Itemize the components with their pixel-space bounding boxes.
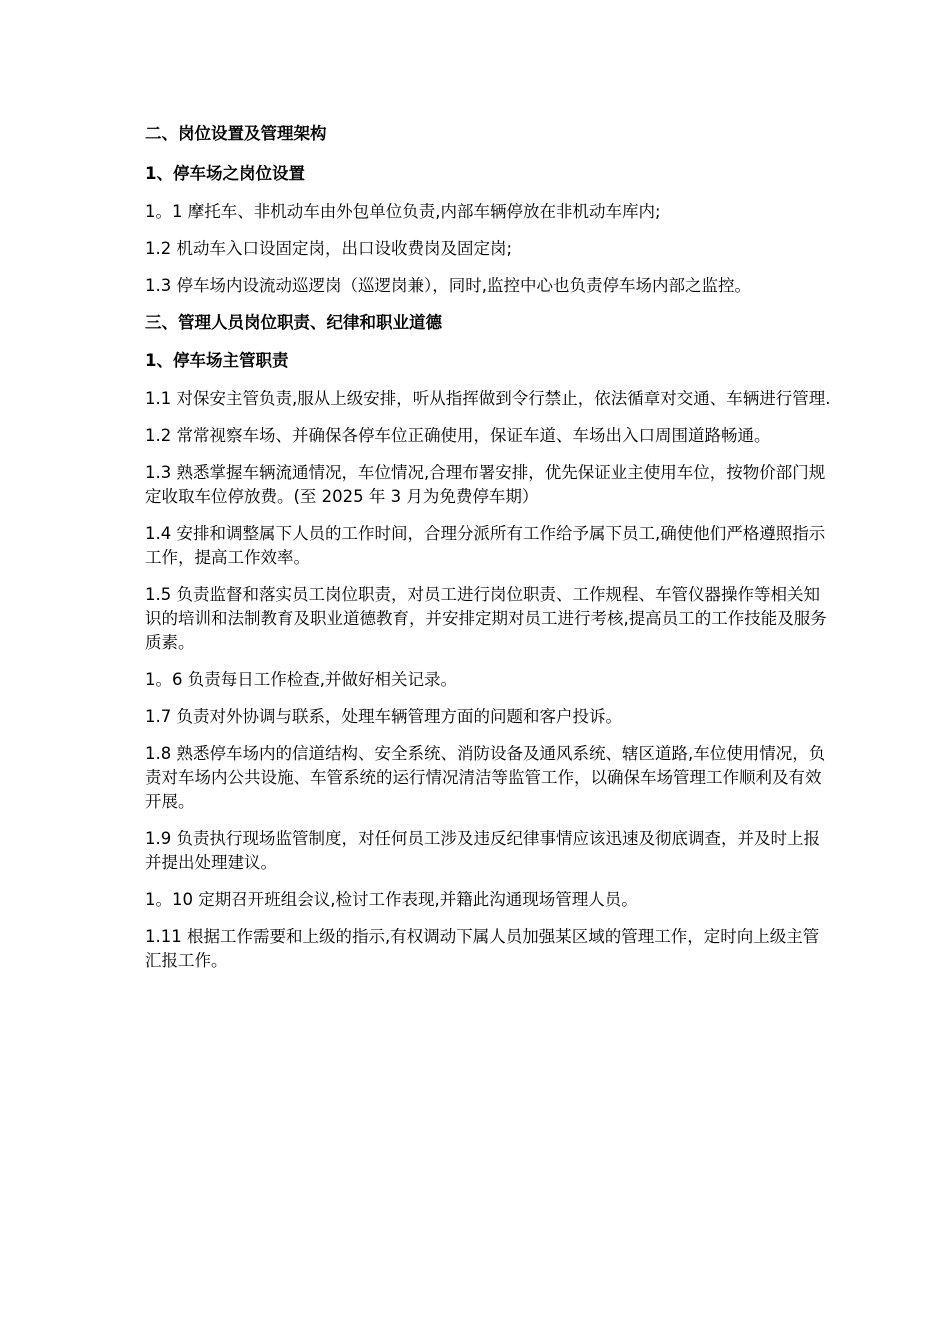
duty-1-3: 1.3 熟悉掌握车辆流通情况，车位情况,合理布署安排，优先保证业主使用车位，按物价部门规定收取车位停放费。(至 2025 年 3 月为免费停车期）	[145, 463, 826, 506]
duty-1-11: 1.11 根据工作需要和上级的指示,有权调动下属人员加强某区域的管理工作，定时向上级主管汇报工作。	[145, 927, 820, 970]
document-body	[145, 122, 835, 986]
duty-1-10: 1。10 定期召开班组会议,检讨工作表现,并籍此沟通现场管理人员。	[145, 890, 638, 909]
duty-1-9: 1.9 负责执行现场监管制度，对任何员工涉及违反纪律事情应该迅速及彻底调查，并及时上报并提出处理建议。	[145, 829, 820, 872]
paragraph-1-2: 1.2 机动车入口设固定岗，出口设收费岗及固定岗;	[145, 239, 513, 258]
duty-1-4: 1.4 安排和调整属下人员的工作时间，合理分派所有工作给予属下员工,确使他们严格遵照指示工作，提高工作效率。	[145, 524, 826, 567]
section-heading-2: 二、岗位设置及管理架构	[145, 124, 327, 143]
paragraph-1-3: 1.3 停车场内设流动巡逻岗（巡逻岗兼），同时,监控中心也负责停车场内部之监控。	[145, 276, 751, 295]
duty-1-2: 1.2 常常视察车场、并确保各停车位正确使用，保证车道、车场出入口周围道路畅通。	[145, 426, 771, 445]
paragraph-1-1: 1。1 摩托车、非机动车由外包单位负责,内部车辆停放在非机动车库内;	[145, 202, 661, 221]
subsection-heading-supervisor-duties: 1、停车场主管职责	[145, 351, 289, 370]
duty-1-7: 1.7 负责对外协调与联系，处理车辆管理方面的问题和客户投诉。	[145, 707, 622, 726]
duty-1-5: 1.5 负责监督和落实员工岗位职责，对员工进行岗位职责、工作规程、车管仪器操作等相关知识的培训和法制教育及职业道德教育，并安排定期对员工进行考核,提高员工的工作技能及服务质素。	[145, 585, 827, 652]
section-heading-3: 三、管理人员岗位职责、纪律和职业道德	[145, 313, 442, 332]
subsection-heading-parking-posts: 1、停车场之岗位设置	[145, 164, 305, 183]
duty-1-1: 1.1 对保安主管负责,服从上级安排，听从指挥做到令行禁止，依法循章对交通、车辆进行管理.	[145, 389, 831, 408]
duty-1-8: 1.8 熟悉停车场内的信道结构、安全系统、消防设备及通风系统、辖区道路,车位使用情况，负责对车场内公共设施、车管系统的运行情况清洁等监管工作，以确保车场管理工作顺利及有效开展。	[145, 744, 826, 811]
duty-1-6: 1。6 负责每日工作检查,并做好相关记录。	[145, 670, 457, 689]
